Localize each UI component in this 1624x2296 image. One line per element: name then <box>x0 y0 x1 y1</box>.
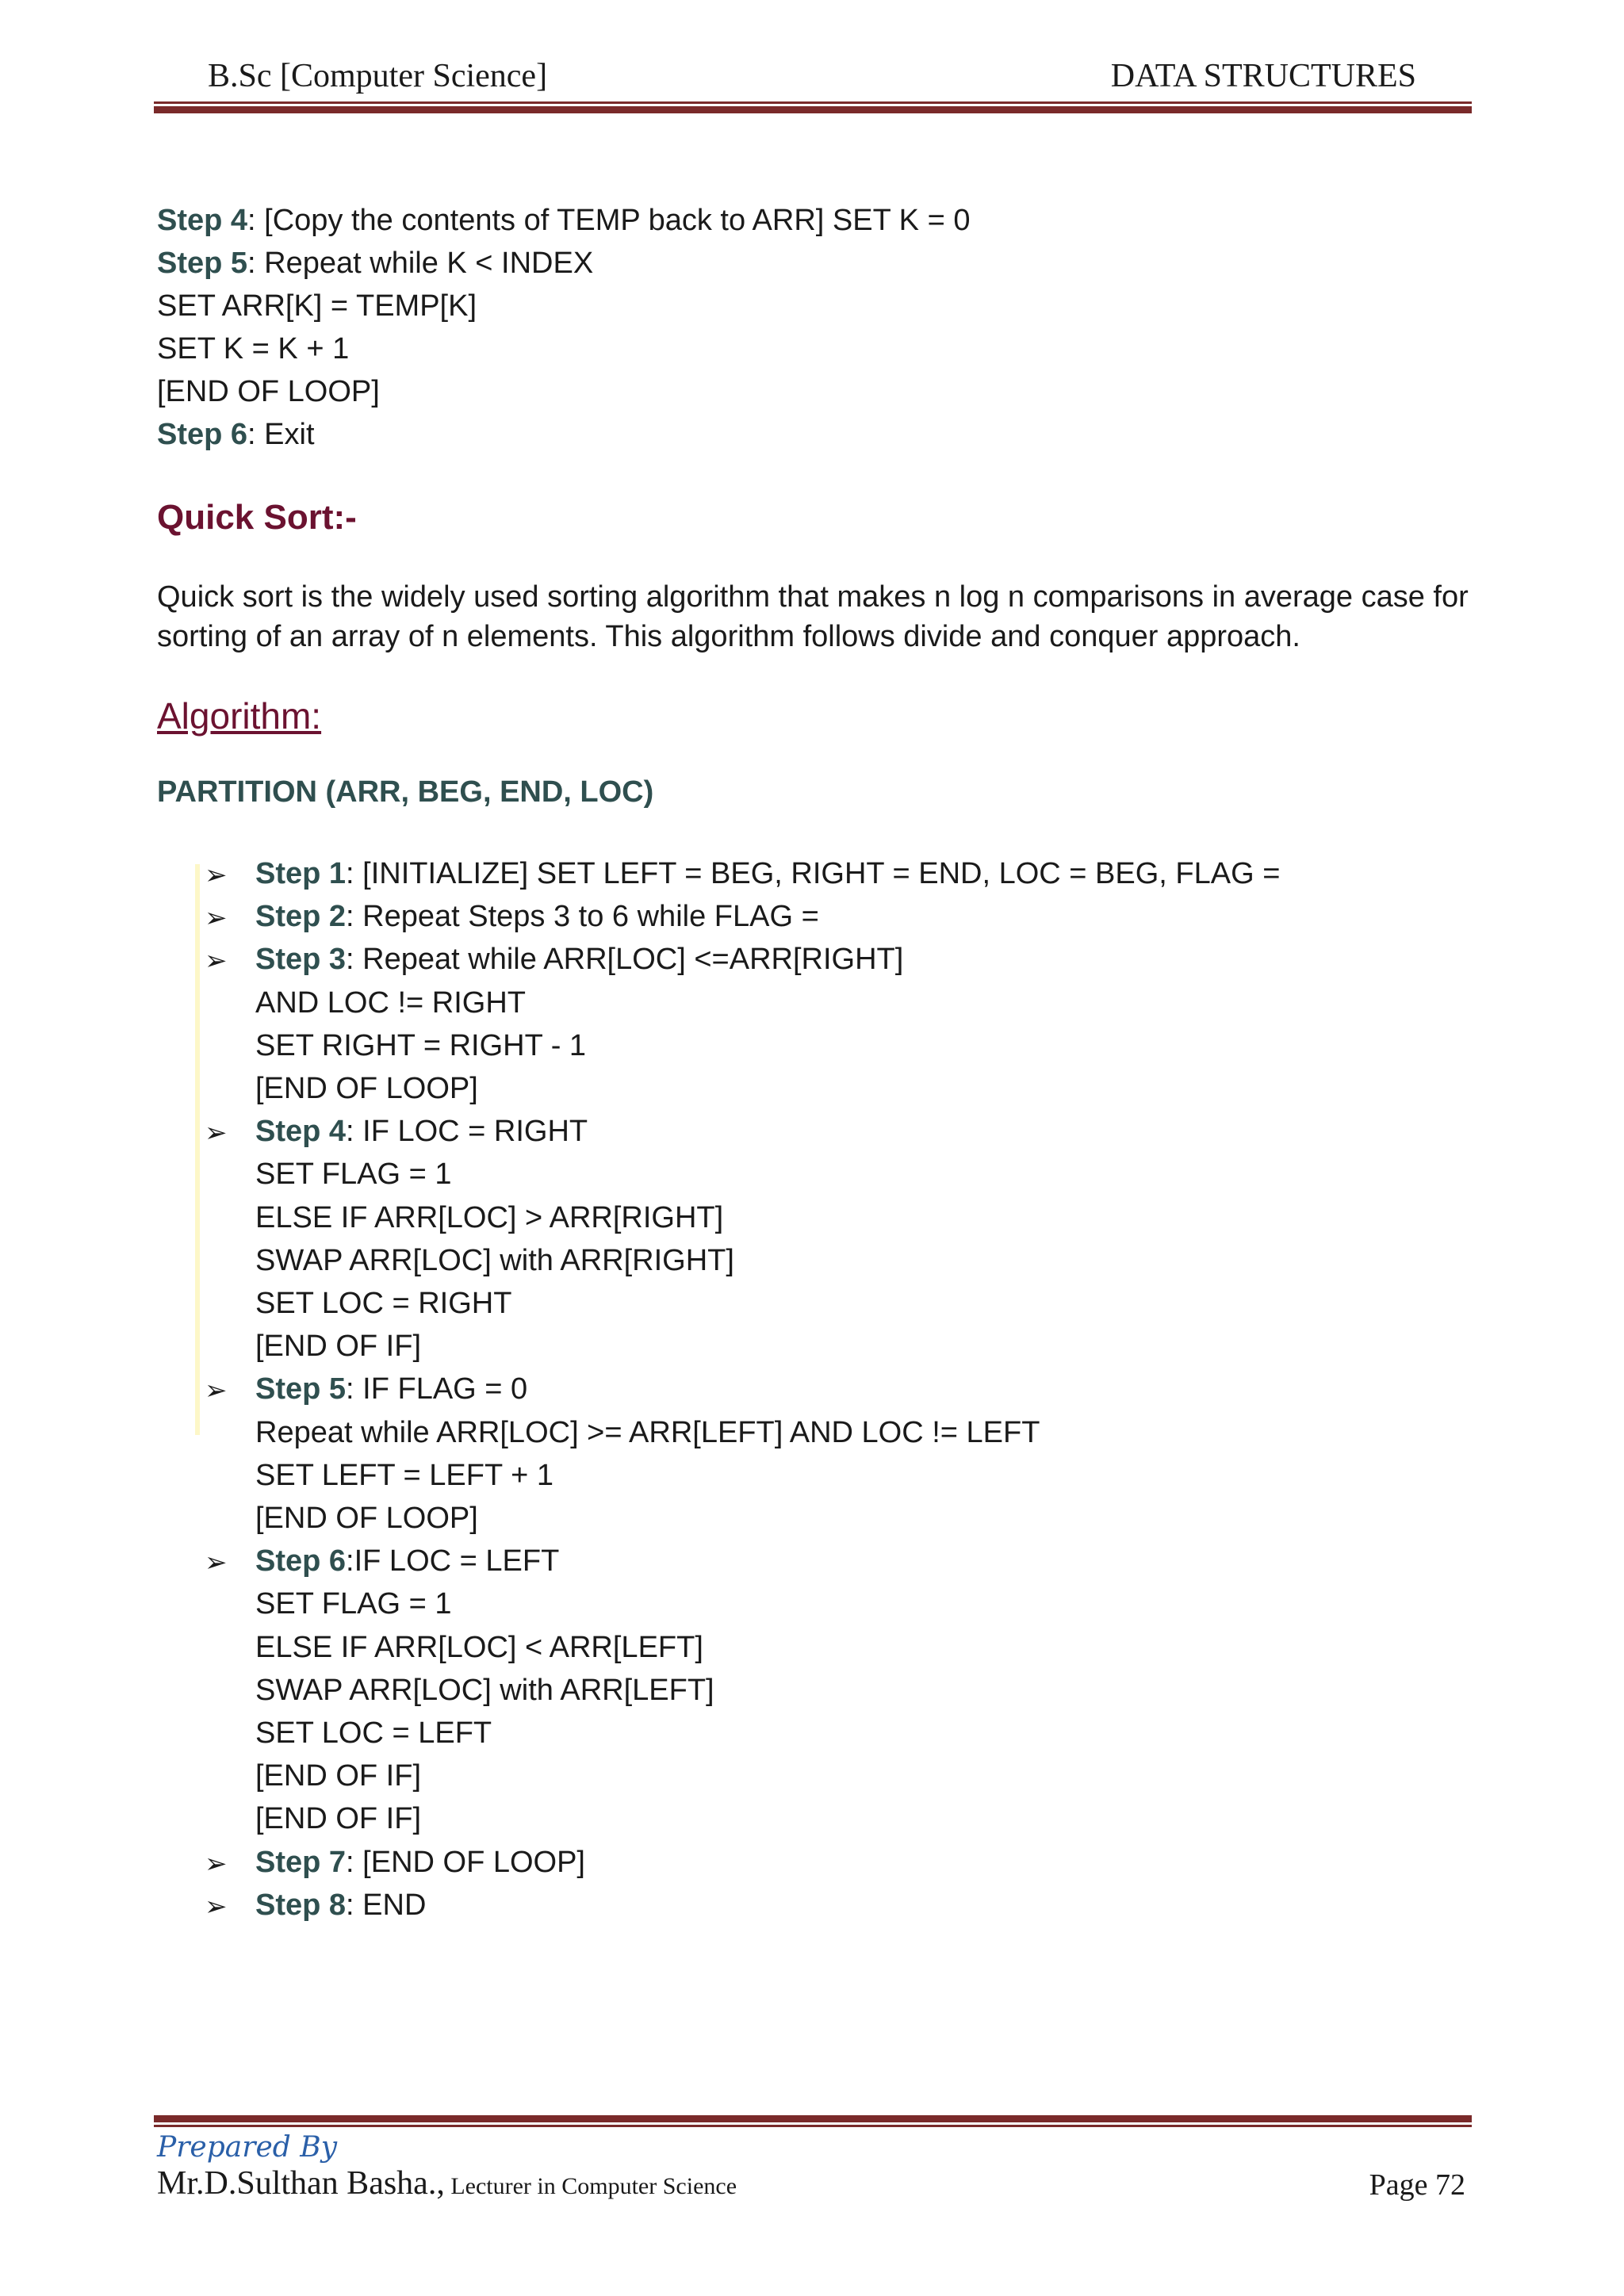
step-text: : IF LOC = RIGHT <box>346 1115 588 1148</box>
merge-step-line <box>157 331 349 366</box>
step-label: Step 4 <box>255 1115 347 1148</box>
section-title: Quick Sort:- <box>157 498 357 537</box>
partition-step-line <box>255 1544 559 1578</box>
side-highlight-mark <box>195 864 200 1435</box>
partition-step-line <box>255 1114 588 1149</box>
bullet-arrow-icon: ➢ <box>205 1548 228 1578</box>
step-label: Step 6 <box>255 1544 347 1578</box>
step-text: SWAP ARR[LOC] with ARR[LEFT] <box>255 1674 714 1707</box>
partition-step-line <box>255 899 819 934</box>
header-subject: DATA STRUCTURES <box>1110 58 1416 94</box>
step-text: SET RIGHT = RIGHT - 1 <box>255 1029 587 1062</box>
step-text: [END OF LOOP] <box>255 1502 478 1535</box>
step-text: : [END OF LOOP] <box>346 1846 585 1879</box>
partition-continuation-line <box>255 1630 703 1665</box>
step-text: : Repeat while ARR[LOC] <=ARR[RIGHT] <box>346 943 904 976</box>
step-text: : [Copy the contents of TEMP back to ARR] SET K = 0 <box>247 204 971 237</box>
partition-title: PARTITION (ARR, BEG, END, LOC) <box>157 775 654 809</box>
step-label: Step 7 <box>255 1846 347 1879</box>
step-label: Step 1 <box>255 857 347 890</box>
bullet-arrow-icon: ➢ <box>205 1376 228 1406</box>
step-label: Step 8 <box>255 1888 347 1922</box>
step-text: [END OF IF] <box>255 1759 421 1793</box>
step-label: Step 5 <box>255 1372 347 1406</box>
algorithm-heading: Algorithm: <box>157 695 322 737</box>
footer-rule-thick <box>154 2115 1472 2122</box>
step-label: Step 3 <box>255 943 347 976</box>
step-text: : Exit <box>247 418 315 451</box>
intro-paragraph-line2: sorting of an array of n elements. This algorithm follows divide and conquer approach. <box>157 620 1300 653</box>
intro-paragraph-line1: Quick sort is the widely used sorting algorithm that makes n log n comparisons in average case for <box>157 580 1469 614</box>
step-text: SWAP ARR[LOC] with ARR[RIGHT] <box>255 1244 734 1277</box>
step-text: SET LOC = LEFT <box>255 1716 492 1750</box>
partition-continuation-line <box>255 1200 723 1235</box>
bullet-arrow-icon: ➢ <box>205 1892 228 1922</box>
step-label: Step 2 <box>255 900 347 933</box>
step-text: SET K = K + 1 <box>157 332 350 365</box>
bullet-arrow-icon: ➢ <box>205 903 228 933</box>
step-text: SET LOC = RIGHT <box>255 1287 512 1320</box>
step-text: [END OF IF] <box>255 1330 421 1363</box>
step-text: [END OF IF] <box>255 1802 421 1835</box>
step-text: : Repeat while K < INDEX <box>247 247 594 280</box>
author-role: Lecturer in Computer Science <box>444 2173 737 2199</box>
step-text: : IF FLAG = 0 <box>346 1372 528 1406</box>
partition-step-line <box>255 856 1280 891</box>
partition-continuation-line <box>255 1071 478 1106</box>
merge-step-line <box>157 417 315 452</box>
partition-continuation-line <box>255 1329 421 1364</box>
step-text: [END OF LOOP] <box>255 1072 478 1105</box>
step-text: SET LEFT = LEFT + 1 <box>255 1459 553 1492</box>
partition-step-line <box>255 1372 527 1406</box>
step-text: Repeat while ARR[LOC] >= ARR[LEFT] AND LOC != LEFT <box>255 1416 1040 1449</box>
partition-continuation-line <box>255 1243 734 1278</box>
bullet-arrow-icon: ➢ <box>205 860 228 890</box>
step-label: Step 4 <box>157 204 248 237</box>
step-text: AND LOC != RIGHT <box>255 986 526 1020</box>
header-rule-thick <box>154 106 1472 113</box>
bullet-arrow-icon: ➢ <box>205 946 228 976</box>
step-text: : END <box>346 1888 427 1922</box>
page-number: Page 72 <box>1369 2168 1465 2202</box>
step-text: : [INITIALIZE] SET LEFT = BEG, RIGHT = END, LOC = BEG, FLAG = <box>346 857 1281 890</box>
author-line <box>157 2164 737 2202</box>
partition-continuation-line <box>255 1758 421 1793</box>
step-text: SET FLAG = 1 <box>255 1587 452 1621</box>
partition-continuation-line <box>255 1458 553 1493</box>
partition-continuation-line <box>255 1716 492 1751</box>
bullet-arrow-icon: ➢ <box>205 1118 228 1148</box>
merge-step-line <box>157 374 380 409</box>
prepared-by-label: Prepared By <box>157 2131 338 2164</box>
merge-step-line <box>157 246 593 281</box>
partition-continuation-line <box>255 985 526 1020</box>
step-label: Step 5 <box>157 247 248 280</box>
step-text: [END OF LOOP] <box>157 375 380 408</box>
footer-rule-thin <box>154 2125 1472 2127</box>
step-text: SET ARR[K] = TEMP[K] <box>157 289 477 323</box>
merge-step-line <box>157 289 477 323</box>
step-label: Step 6 <box>157 418 248 451</box>
partition-continuation-line <box>255 1028 586 1063</box>
author-name: Mr.D.Sulthan Basha., <box>157 2165 445 2202</box>
partition-continuation-line <box>255 1286 511 1321</box>
partition-continuation-line <box>255 1801 421 1836</box>
partition-step-line <box>255 1845 585 1880</box>
step-text: :IF LOC = LEFT <box>346 1544 560 1578</box>
bullet-arrow-icon: ➢ <box>205 1849 228 1879</box>
step-text: : Repeat Steps 3 to 6 while FLAG = <box>346 900 819 933</box>
partition-continuation-line <box>255 1501 478 1536</box>
step-text: ELSE IF ARR[LOC] > ARR[RIGHT] <box>255 1201 724 1234</box>
merge-step-line <box>157 203 970 238</box>
partition-continuation-line <box>255 1673 714 1708</box>
step-text: ELSE IF ARR[LOC] < ARR[LEFT] <box>255 1631 703 1664</box>
header-course: B.Sc [Computer Science] <box>208 58 548 94</box>
partition-continuation-line <box>255 1157 451 1192</box>
partition-continuation-line <box>255 1586 451 1621</box>
partition-step-line <box>255 942 903 977</box>
step-text: SET FLAG = 1 <box>255 1158 452 1191</box>
partition-continuation-line <box>255 1415 1040 1450</box>
header-rule-thin <box>154 101 1472 104</box>
partition-step-line <box>255 1888 426 1923</box>
